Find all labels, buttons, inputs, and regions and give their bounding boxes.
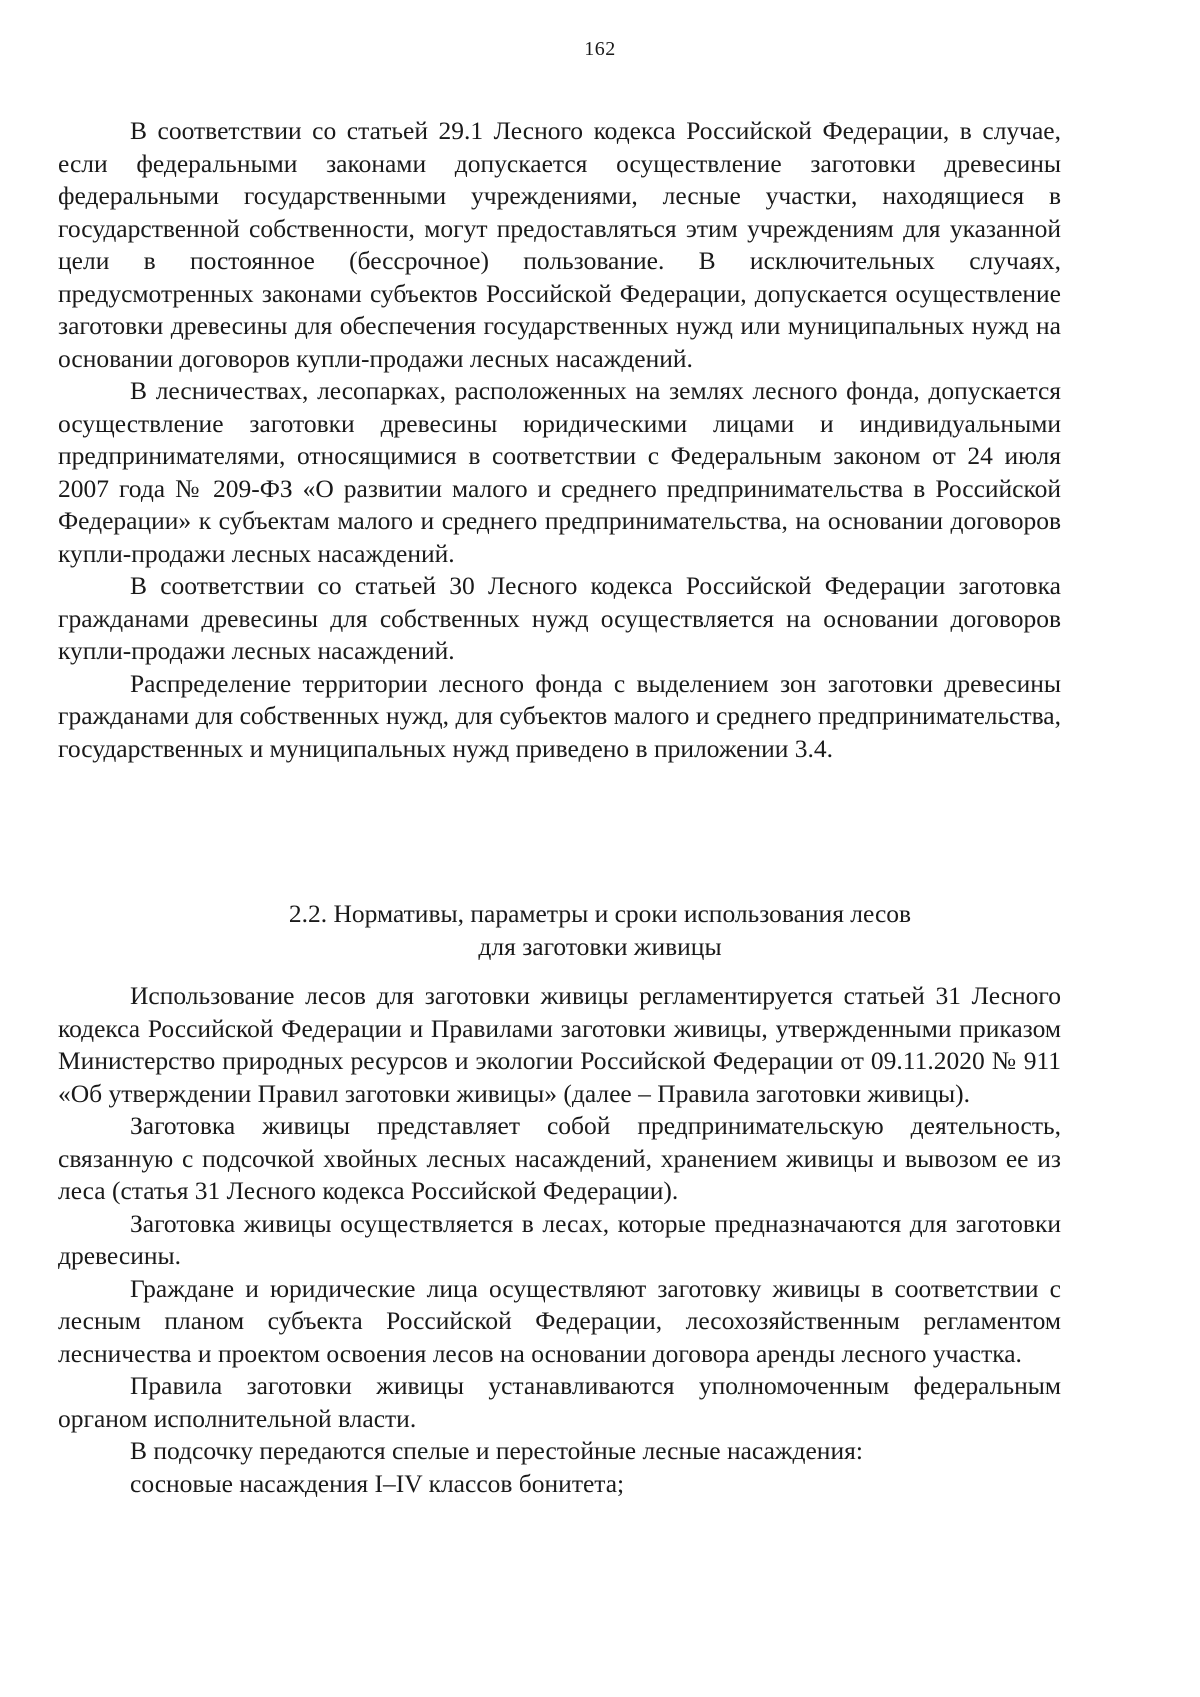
paragraph: Заготовка живицы осуществляется в лесах, которые предназначаются для заготовки древесины. <box>58 1208 1061 1270</box>
section-heading-line-2: для заготовки живицы <box>478 931 722 961</box>
section-heading-line-1: 2.2. Нормативы, параметры и сроки использования лесов <box>288 899 912 928</box>
paragraph: В подсочку передаются спелые и перестойные лесные насаждения: <box>130 1436 863 1465</box>
paragraph: В соответствии со статьей 30 Лесного кодекса Российской Федерации заготовка гражданами древесины для собственных нужд осуществляется на основании договоров купли-продажи лесных насаждений. <box>58 571 1061 665</box>
paragraph: Граждане и юридические лица осуществляют заготовку живицы в соответствии с лесным планом субъекта Российской Федерации, лесохозяйственным регламентом лесничества и проектом освоения лесов на основании договора аренды лесного участка. <box>58 1273 1061 1368</box>
paragraph: сосновые насаждения I–IV классов бонитета; <box>130 1468 625 1498</box>
paragraph: В лесничествах, лесопарках, расположенных на землях лесного фонда, допускается осуществление заготовки древесины юридическими лицами и индивидуальными предпринимателями, относящимися в соответствии с Федеральным законом от 24 июля 2007 года № 209-ФЗ «О развитии малого и среднего предпринимательства в Российской Федерации» к субъектам малого и среднего предпринимательства, на основании договоров купли-продажи лесных насаждений. <box>58 376 1061 568</box>
section-2-text <box>58 980 1061 1500</box>
section-1-text <box>58 115 1061 765</box>
paragraph: Правила заготовки живицы устанавливаются уполномоченным федеральным органом исполнительной власти. <box>58 1371 1061 1433</box>
paragraph: В соответствии со статьей 29.1 Лесного кодекса Российской Федерации, в случае, если федеральными законами допускается осуществление заготовки древесины федеральными государственными учреждениями, лесные участки, находящиеся в государственной собственности, могут предоставляться этим учреждениям для указанной цели в постоянное (бессрочное) пользование. В исключительных случаях, предусмотренных законами субъектов Российской Федерации, допускается осуществление заготовки древесины для обеспечения государственных нужд или муниципальных нужд на основании договоров купли-продажи лесных насаждений. <box>58 116 1061 373</box>
section-heading <box>0 898 1200 963</box>
paragraph: Распределение территории лесного фонда с выделением зон заготовки древесины гражданами для собственных нужд, для субъектов малого и среднего предпринимательства, государственных и муниципальных нужд приведено в приложении 3.4. <box>58 668 1061 763</box>
paragraph: Использование лесов для заготовки живицы регламентируется статьей 31 Лесного кодекса Российской Федерации и Правилами заготовки живицы, утвержденными приказом Министерство природных ресурсов и экологии Российской Федерации от 09.11.2020 № 911 «Об утверждении Правил заготовки живицы» (далее – Правила заготовки живицы). <box>58 981 1061 1108</box>
paragraph: Заготовка живицы представляет собой предпринимательскую деятельность, связанную с подсочкой хвойных лесных насаждений, хранением живицы и вывозом ее из леса (статья 31 Лесного кодекса Российской Федерации). <box>58 1111 1061 1205</box>
page-number: 162 <box>584 38 616 60</box>
